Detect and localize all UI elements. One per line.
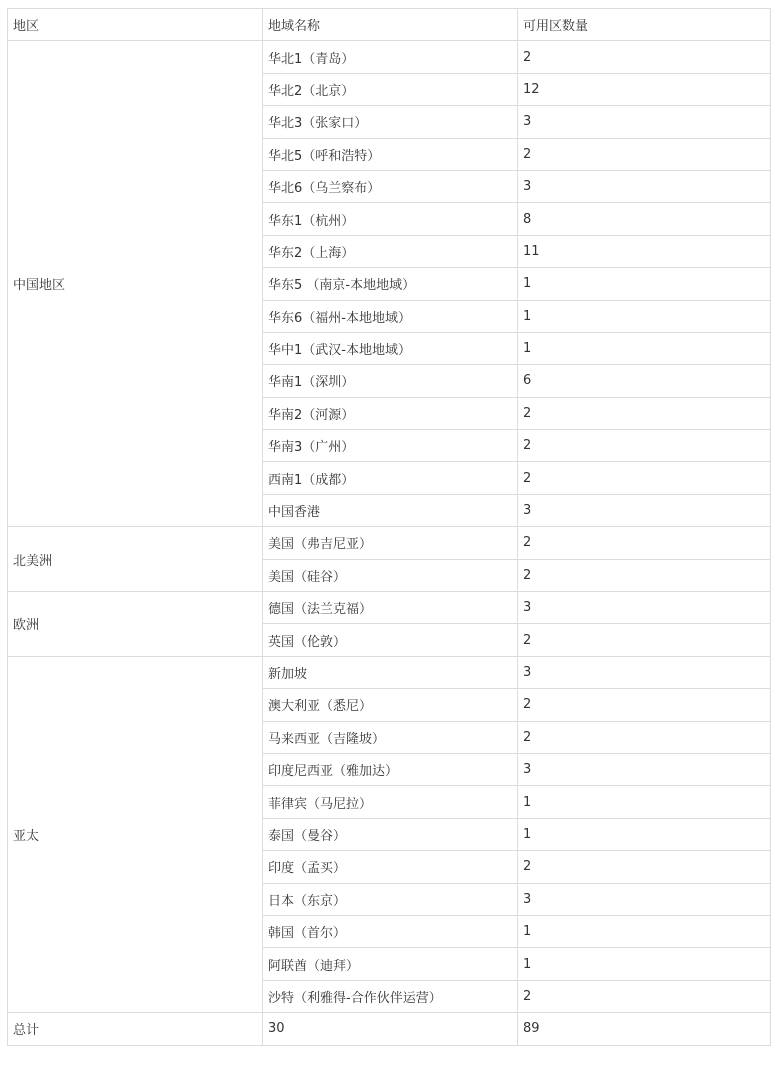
area-cell: 欧洲 [8,592,263,657]
az-count-cell: 1 [518,268,771,300]
region-name-cell: 华东1（杭州） [263,203,518,235]
region-name-cell: 美国（硅谷） [263,559,518,591]
region-name-cell: 日本（东京） [263,883,518,915]
az-count-cell: 3 [518,106,771,138]
az-count-cell: 2 [518,462,771,494]
az-count-cell: 1 [518,818,771,850]
region-table-body [8,9,771,1046]
az-count-cell: 3 [518,753,771,785]
region-name-cell: 华东5 （南京-本地地域） [263,268,518,300]
region-name-cell: 西南1（成都） [263,462,518,494]
az-count-cell: 2 [518,624,771,656]
az-count-cell: 3 [518,494,771,526]
region-name-cell: 华北5（呼和浩特） [263,138,518,170]
az-count-cell: 1 [518,300,771,332]
az-count-cell: 1 [518,786,771,818]
az-count-cell: 1 [518,332,771,364]
az-count-cell: 3 [518,883,771,915]
az-count-cell: 2 [518,138,771,170]
region-name-cell: 华北3（张家口） [263,106,518,138]
region-name-cell: 马来西亚（吉隆坡） [263,721,518,753]
header-row [8,9,771,41]
region-name-cell: 印度（孟买） [263,851,518,883]
az-count-cell: 2 [518,430,771,462]
region-name-cell: 菲律宾（马尼拉） [263,786,518,818]
az-count-cell: 3 [518,592,771,624]
az-count-cell: 1 [518,948,771,980]
region-name-cell: 美国（弗吉尼亚） [263,527,518,559]
table-row [8,527,771,559]
region-name-cell: 阿联酋（迪拜） [263,948,518,980]
area-cell: 亚太 [8,656,263,1012]
total-label: 总计 [8,1013,263,1045]
area-cell: 中国地区 [8,41,263,527]
header-region-name: 地域名称 [263,9,518,41]
az-count-cell: 2 [518,527,771,559]
total-row [8,1013,771,1045]
region-name-cell: 华北1（青岛） [263,41,518,73]
header-az-count: 可用区数量 [518,9,771,41]
region-name-cell: 华南3（广州） [263,430,518,462]
region-name-cell: 沙特（利雅得-合作伙伴运营） [263,980,518,1012]
region-name-cell: 中国香港 [263,494,518,526]
region-name-cell: 澳大利亚（悉尼） [263,689,518,721]
az-count-cell: 12 [518,73,771,105]
region-name-cell: 华南1（深圳） [263,365,518,397]
region-name-cell: 英国（伦敦） [263,624,518,656]
header-area: 地区 [8,9,263,41]
area-cell: 北美洲 [8,527,263,592]
region-name-cell: 华北6（乌兰察布） [263,170,518,202]
az-count-cell: 11 [518,235,771,267]
region-name-cell: 华北2（北京） [263,73,518,105]
region-name-cell: 华中1（武汉-本地地域） [263,332,518,364]
az-count-cell: 6 [518,365,771,397]
region-table [7,8,771,1046]
region-name-cell: 华东2（上海） [263,235,518,267]
az-count-cell: 2 [518,721,771,753]
region-name-cell: 德国（法兰克福） [263,592,518,624]
az-count-cell: 8 [518,203,771,235]
table-row [8,656,771,688]
table-row [8,41,771,73]
az-count-cell: 2 [518,41,771,73]
region-name-cell: 新加坡 [263,656,518,688]
az-count-cell: 1 [518,915,771,947]
region-name-cell: 泰国（曼谷） [263,818,518,850]
total-zones: 89 [518,1013,771,1045]
az-count-cell: 3 [518,656,771,688]
region-name-cell: 印度尼西亚（雅加达） [263,753,518,785]
az-count-cell: 3 [518,170,771,202]
region-name-cell: 韩国（首尔） [263,915,518,947]
table-row [8,592,771,624]
az-count-cell: 2 [518,397,771,429]
az-count-cell: 2 [518,980,771,1012]
az-count-cell: 2 [518,851,771,883]
az-count-cell: 2 [518,559,771,591]
total-regions: 30 [263,1013,518,1045]
region-name-cell: 华南2（河源） [263,397,518,429]
region-name-cell: 华东6（福州-本地地域） [263,300,518,332]
az-count-cell: 2 [518,689,771,721]
